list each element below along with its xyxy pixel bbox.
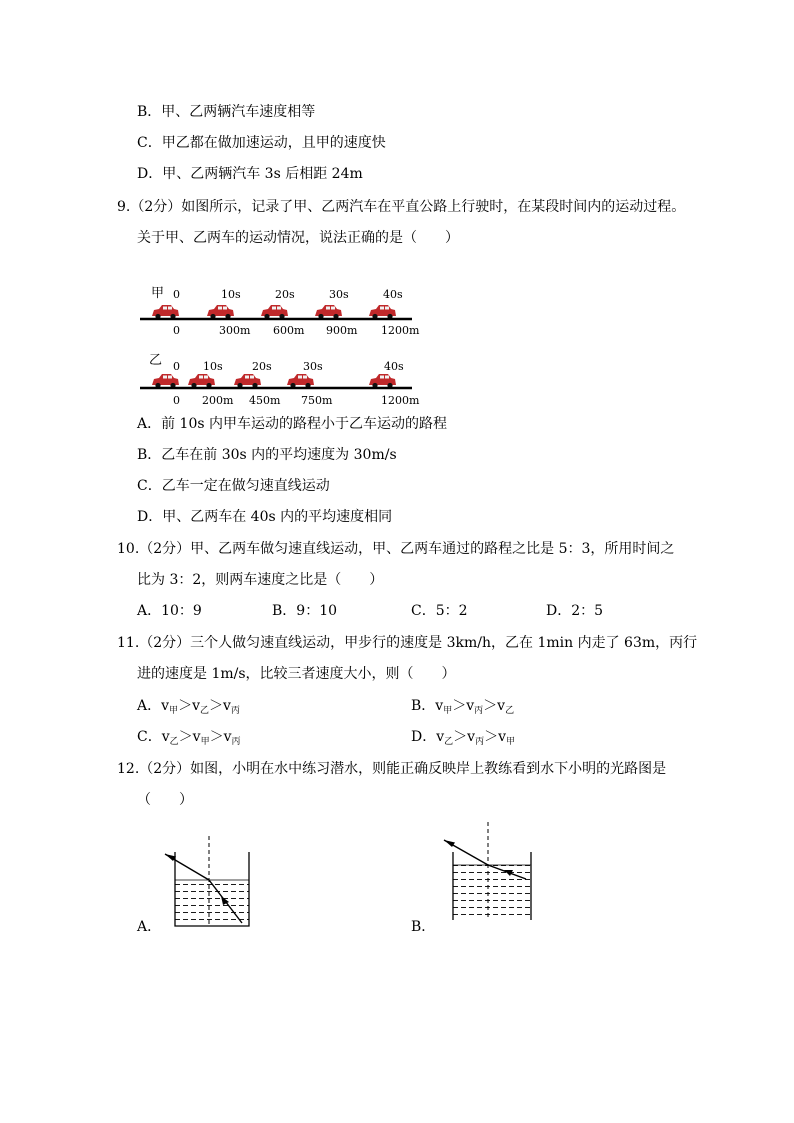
q11-a-sub1: 甲 — [169, 706, 179, 716]
q11-b-gt1: ＞ — [452, 698, 467, 714]
q12-stem-line2: （ ） — [137, 792, 193, 808]
q11-d-sub2: 丙 — [475, 737, 485, 747]
q10-option-d: D．2：5 — [546, 603, 604, 619]
yi-label: 乙 — [149, 353, 163, 368]
q11-a-v1: v — [161, 698, 170, 714]
q11-stem-line2: 进的速度是 1m/s，比较三者速度大小，则（ ） — [137, 666, 456, 682]
q11-a-v2: v — [192, 698, 200, 714]
jia-label: 甲 — [151, 286, 165, 301]
jia-time-2: 20s — [275, 288, 295, 301]
yi-car-1 — [188, 374, 215, 388]
jia-car-3 — [315, 305, 342, 319]
jia-car-1 — [207, 305, 234, 319]
q10-stem-line1: 10.（2分）甲、乙两车做匀速直线运动，甲、乙两车通过的路程之比是 5：3，所用时间之 — [117, 541, 675, 557]
yi-dist-0: 0 — [173, 394, 180, 407]
q11-c-sub3: 丙 — [231, 737, 241, 747]
q11-a-sub2: 乙 — [199, 706, 209, 716]
q11-d-gt2: ＞ — [484, 729, 499, 745]
q11-option-d — [411, 728, 515, 751]
q9-option-b: B．乙车在前 30s 内的平均速度为 30m/s — [137, 447, 397, 463]
q11-d-sub1: 乙 — [444, 737, 454, 747]
yi-time-3: 30s — [303, 360, 323, 373]
yi-car-4 — [369, 374, 396, 388]
jia-car-4 — [369, 305, 396, 319]
yi-time-2: 20s — [252, 360, 272, 373]
yi-track — [140, 353, 420, 407]
q8-option-b: B．甲、乙两辆汽车速度相等 — [137, 104, 316, 120]
q11-d-letter: D． — [411, 729, 437, 745]
yi-dist-2: 450m — [249, 394, 281, 407]
q11-option-c — [137, 728, 241, 751]
q11-b-v1: v — [435, 698, 444, 714]
q11-stem-line1: 11.（2分）三个人做匀速直线运动，甲步行的速度是 3km/h，乙在 1min 内走了 63m，丙行 — [117, 635, 698, 651]
yi-time-0: 0 — [173, 360, 180, 373]
q11-d-sub3: 甲 — [506, 737, 516, 747]
q11-c-v3: v — [223, 729, 232, 745]
jia-car-0 — [152, 305, 179, 319]
q12-stem-line1: 12.（2分）如图，小明在水中练习潜水，则能正确反映岸上教练看到水下小明的光路图是 — [117, 761, 667, 777]
q11-a-letter: A． — [137, 698, 162, 714]
q11-option-b — [411, 697, 514, 720]
q11-c-v2: v — [192, 729, 201, 745]
yi-dist-4: 1200m — [381, 394, 420, 407]
yi-dist-3: 750m — [301, 394, 333, 407]
q11-d-gt1: ＞ — [453, 729, 468, 745]
yi-dist-1: 200m — [202, 394, 234, 407]
q10-option-b: B．9：10 — [272, 603, 338, 619]
q9-option-a: A．前 10s 内甲车运动的路程小于乙车运动的路程 — [137, 416, 448, 432]
q10-option-c: C．5：2 — [411, 603, 468, 619]
q11-d-v3: v — [498, 729, 507, 745]
q12-diagram-a — [158, 832, 258, 932]
q8-option-c: C．甲乙都在做加速运动，且甲的速度快 — [137, 135, 386, 151]
q9-option-d: D．甲、乙两车在 40s 内的平均速度相同 — [137, 509, 393, 525]
q11-b-sub1: 甲 — [443, 706, 453, 716]
q10-option-a: A．10：9 — [137, 603, 202, 619]
jia-time-0: 0 — [173, 288, 180, 301]
q9-stem-line1: 9.（2分）如图所示，记录了甲、乙两汽车在平直公路上行驶时，在某段时间内的运动过程。 — [117, 199, 686, 215]
q9-option-c: C．乙车一定在做匀速直线运动 — [137, 478, 330, 494]
jia-time-3: 30s — [329, 288, 349, 301]
q11-c-sub1: 乙 — [169, 737, 179, 747]
q12-option-a-label: A． — [137, 919, 162, 935]
q8-option-d: D．甲、乙两辆汽车 3s 后相距 24m — [137, 166, 363, 182]
jia-time-1: 10s — [221, 288, 241, 301]
jia-dist-1: 300m — [219, 324, 251, 337]
q11-a-sub3: 丙 — [230, 706, 240, 716]
q11-d-v1: v — [436, 729, 445, 745]
q11-c-sub2: 甲 — [200, 737, 210, 747]
jia-dist-3: 900m — [326, 324, 358, 337]
q12-option-b-label: B． — [411, 919, 436, 935]
q10-stem-line2: 比为 3：2，则两车速度之比是（ ） — [137, 572, 384, 588]
q11-a-gt2: ＞ — [209, 698, 223, 714]
q11-c-v1: v — [161, 729, 170, 745]
jia-car-2 — [261, 305, 288, 319]
q11-c-gt1: ＞ — [178, 729, 193, 745]
q11-c-gt2: ＞ — [209, 729, 224, 745]
jia-time-4: 40s — [383, 288, 403, 301]
q11-b-gt2: ＞ — [483, 698, 498, 714]
q11-d-v2: v — [467, 729, 476, 745]
yi-car-2 — [234, 374, 261, 388]
q11-a-v3: v — [223, 698, 231, 714]
q12-diagram-b — [436, 820, 536, 920]
q11-b-sub2: 丙 — [474, 706, 484, 716]
jia-dist-4: 1200m — [381, 324, 420, 337]
q9-motion-figure — [135, 282, 425, 412]
q11-b-v2: v — [466, 698, 475, 714]
yi-car-3 — [287, 374, 314, 388]
q11-c-letter: C． — [137, 729, 162, 745]
yi-car-0 — [152, 374, 179, 388]
q9-stem-line2: 关于甲、乙两车的运动情况，说法正确的是（ ） — [137, 230, 459, 246]
jia-dist-2: 600m — [273, 324, 305, 337]
q11-b-sub3: 乙 — [505, 706, 515, 716]
q11-a-gt1: ＞ — [178, 698, 193, 714]
jia-dist-0: 0 — [173, 324, 180, 337]
yi-time-1: 10s — [203, 360, 223, 373]
jia-track — [140, 286, 420, 337]
yi-time-4: 40s — [384, 360, 404, 373]
q11-b-v3: v — [497, 698, 506, 714]
q11-b-letter: B． — [411, 698, 436, 714]
q11-option-a — [137, 697, 240, 720]
